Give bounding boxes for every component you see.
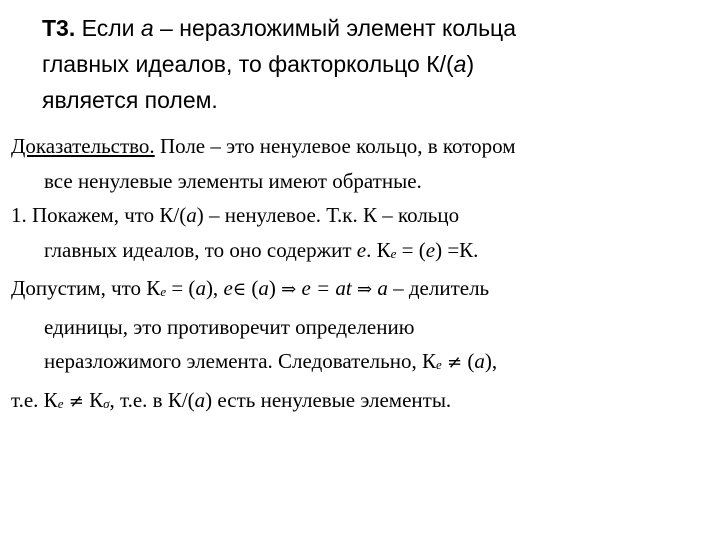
proof-text: = ( [396, 237, 426, 262]
proof-heading: Доказательство. [11, 134, 155, 158]
subscript-e: e [390, 245, 397, 261]
proof-line-2: все ненулевые элементы имеют обратные. [44, 168, 422, 193]
proof-text: ) =К. [435, 237, 479, 262]
subscript-e: e [57, 395, 64, 411]
variable-a: a [258, 276, 269, 300]
theorem-text: – неразложимый элемент кольца [153, 15, 517, 41]
proof-text: 1. Покажем, что К/( [11, 203, 187, 227]
variable-a: a [186, 203, 197, 227]
variable-a: a [194, 387, 206, 412]
theorem-text: главных идеалов, то факторкольцо К/( [42, 51, 454, 77]
proof-text: главных идеалов, то оно содержит [44, 237, 357, 262]
implies-symbol: ⇒ [357, 279, 373, 300]
proof-text: ) – ненулевое. Т.к. К – кольцо [196, 203, 460, 227]
proof-text: = ( [166, 276, 196, 300]
theorem-line-1 [42, 10, 702, 46]
subscript-sigma: σ [103, 395, 110, 411]
theorem-statement [42, 10, 702, 118]
not-equal-symbol: ≠ [68, 390, 84, 412]
proof-line-3 [11, 198, 711, 233]
theorem-text: Если [75, 15, 141, 41]
proof-text: ) есть ненулевые элементы. [205, 387, 452, 412]
element-of-symbol: ∈ [232, 279, 247, 300]
subscript-e: e [435, 357, 442, 372]
proof-line-5 [11, 271, 711, 310]
proof-line-7 [11, 344, 711, 383]
proof-text: Поле – это ненулевое кольцо, в котором [154, 134, 516, 158]
not-equal-symbol: ≠ [447, 352, 463, 373]
variable-a: a [377, 276, 388, 300]
proof-line-8 [11, 383, 711, 422]
equation-e-at: e = at [301, 276, 352, 300]
proof-text: ), [205, 276, 224, 300]
theorem-text: ) [466, 51, 475, 77]
variable-a: a [453, 51, 467, 77]
proof-text: ( [462, 349, 475, 373]
proof-text: – делитель [387, 276, 490, 300]
variable-a: a [140, 15, 154, 41]
proof-line-1 [11, 129, 711, 164]
proof-text: , т.е. в К/( [109, 387, 195, 412]
variable-e: e [425, 237, 436, 262]
proof-text: ( [246, 276, 259, 300]
proof-body [11, 129, 711, 421]
proof-text: т.е. К [11, 387, 58, 412]
proof-line-4 [11, 233, 711, 272]
variable-a: a [474, 349, 485, 373]
theorem-label: Т3. [42, 15, 76, 41]
subscript-e: e [160, 284, 167, 299]
proof-text: неразложимого элемента. Следовательно, К [44, 349, 436, 373]
proof-text: Допустим, что К [11, 276, 161, 300]
theorem-line-3: является полем. [42, 87, 218, 113]
variable-e: e [223, 276, 233, 300]
variable-a: a [195, 276, 206, 300]
proof-text: ) [268, 276, 282, 300]
proof-line-6: единицы, это противоречит определению [44, 314, 415, 339]
variable-e: e [356, 237, 367, 262]
implies-symbol: ⇒ [281, 279, 297, 300]
theorem-line-2 [42, 46, 702, 82]
proof-text: К [83, 387, 104, 412]
proof-text: . К [366, 237, 391, 262]
proof-text: ), [484, 349, 498, 373]
